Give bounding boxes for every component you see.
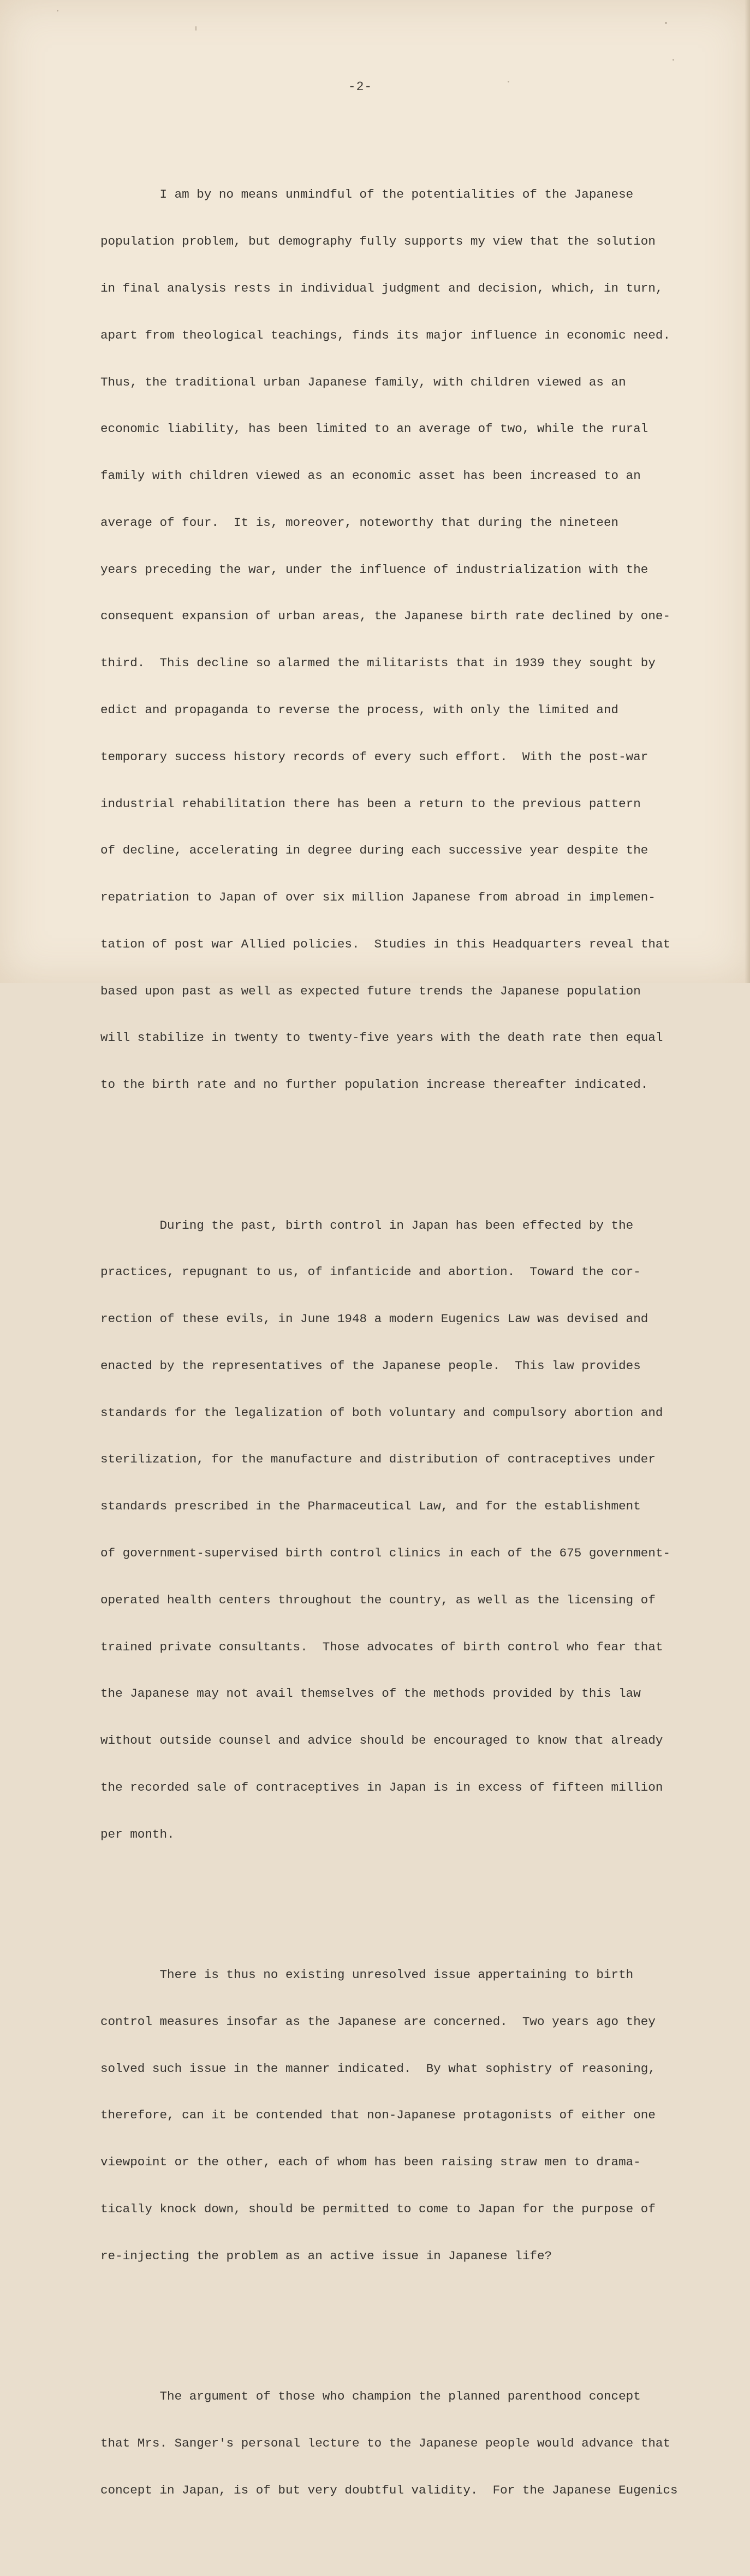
text-line: that Mrs. Sanger's personal lecture to the Japanese people would advance that: [100, 2436, 671, 2450]
paper-speck: [672, 59, 674, 61]
text-line: tation of post war Allied policies. Studies in this Headquarters reveal that: [100, 937, 671, 951]
text-line: temporary success history records of every such effort. With the post-war: [100, 749, 648, 764]
text-line: edict and propaganda to reverse the process, with only the limited and: [100, 702, 619, 717]
paragraph-unresolved-issue: [100, 1936, 712, 2295]
text-line: industrial rehabilitation there has been a return to the previous pattern: [100, 796, 641, 811]
text-line: standards for the legalization of both voluntary and compulsory abortion and: [100, 1405, 663, 1420]
text-line: tically knock down, should be permitted to come to Japan for the purpose of: [100, 2201, 656, 2216]
text-line: control measures insofar as the Japanese are concerned. Two years ago they: [100, 2014, 656, 2029]
text-line: I am by no means unmindful of the potentialities of the Japanese: [100, 187, 634, 202]
text-line: The argument of those who champion the planned parenthood concept: [100, 2389, 641, 2404]
paragraph-population: [100, 156, 712, 1124]
text-line: During the past, birth control in Japan has been effected by the: [100, 1218, 634, 1233]
text-line: the recorded sale of contraceptives in Japan is in excess of fifteen million: [100, 1780, 663, 1795]
text-line: based upon past as well as expected future trends the Japanese population: [100, 984, 641, 998]
text-line: consequent expansion of urban areas, the Japanese birth rate declined by one-: [100, 609, 671, 624]
text-line: of decline, accelerating in degree during each successive year despite the: [100, 843, 648, 858]
text-line: operated health centers throughout the country, as well as the licensing of: [100, 1592, 656, 1607]
text-line: years preceding the war, under the influence of industrialization with the: [100, 562, 648, 577]
text-line: trained private consultants. Those advocates of birth control who fear that: [100, 1639, 663, 1654]
text-line: viewpoint or the other, each of whom has been raising straw men to drama-: [100, 2155, 641, 2170]
text-line: solved such issue in the manner indicated. By what sophistry of reasoning,: [100, 2061, 656, 2076]
paragraph-planned-parenthood: [100, 2358, 712, 2530]
paragraph-eugenics-law: [100, 1186, 712, 1873]
text-line: standards prescribed in the Pharmaceutical Law, and for the establishment: [100, 1499, 641, 1514]
text-line: will stabilize in twenty to twenty-five years with the death rate then equal: [100, 1031, 663, 1045]
text-line: the Japanese may not avail themselves of the methods provided by this law: [100, 1686, 641, 1701]
paper-speck: [195, 26, 197, 31]
text-line: average of four. It is, moreover, noteworthy that during the nineteen: [100, 515, 619, 530]
text-line: without outside counsel and advice should be encouraged to know that already: [100, 1733, 663, 1748]
text-line: family with children viewed as an economic asset has been increased to an: [100, 469, 641, 483]
text-line: third. This decline so alarmed the militarists that in 1939 they sought by: [100, 656, 656, 671]
paper-speck: [665, 22, 667, 24]
page-number: -2-: [348, 80, 373, 94]
text-line: enacted by the representatives of the Japanese people. This law provides: [100, 1358, 641, 1373]
text-line: rection of these evils, in June 1948 a modern Eugenics Law was devised and: [100, 1312, 648, 1327]
text-line: Thus, the traditional urban Japanese family, with children viewed as an: [100, 375, 626, 389]
letter-body: [100, 125, 712, 2576]
paper-speck: [57, 10, 58, 11]
text-line: per month.: [100, 1827, 175, 1841]
text-line: economic liability, has been limited to an average of two, while the rural: [100, 422, 648, 436]
text-line: therefore, can it be contended that non-Japanese protagonists of either one: [100, 2108, 656, 2123]
text-line: sterilization, for the manufacture and distribution of contraceptives under: [100, 1452, 656, 1467]
text-line: practices, repugnant to us, of infanticide and abortion. Toward the cor-: [100, 1265, 641, 1280]
text-line: There is thus no existing unresolved issue appertaining to birth: [100, 1968, 634, 1982]
page-edge-shadow: [745, 0, 750, 983]
text-line: concept in Japan, is of but very doubtful validity. For the Japanese Eugenics: [100, 2483, 678, 2497]
text-line: repatriation to Japan of over six million Japanese from abroad in implemen-: [100, 890, 656, 905]
text-line: apart from theological teachings, finds its major influence in economic need.: [100, 328, 671, 342]
text-line: population problem, but demography fully supports my view that the solution: [100, 234, 656, 249]
text-line: re-injecting the problem as an active issue in Japanese life?: [100, 2248, 552, 2263]
text-line: in final analysis rests in individual judgment and decision, which, in turn,: [100, 281, 663, 295]
text-line: to the birth rate and no further population increase thereafter indicated.: [100, 1077, 648, 1092]
text-line: of government-supervised birth control clinics in each of the 675 government-: [100, 1546, 671, 1561]
